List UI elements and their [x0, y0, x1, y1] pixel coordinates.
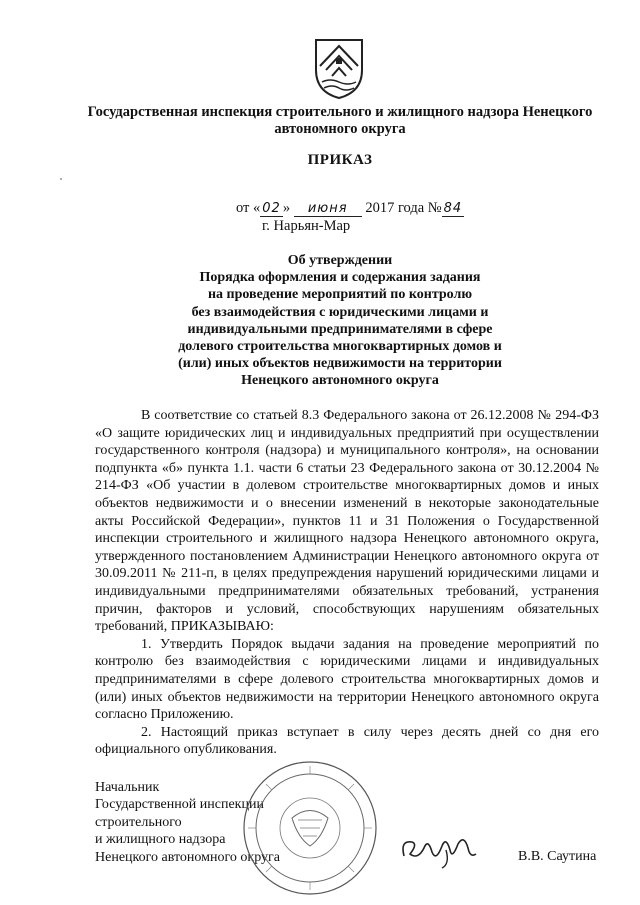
- organization-name: Государственная инспекция строительного и жилищного надзора Ненецкого автономного округа: [87, 104, 593, 137]
- order-item-1: 1. Утвердить Порядок выдачи задания на проведение мероприятий по контролю без взаимодействия с юридическими лицами и индивидуальных предпринимателями в сфере долевого строительства многоквартирных домов и (или) иных объектов недвижимости на территории Ненецкого автономного округа согласно Приложению.: [95, 636, 599, 723]
- title-line: долевого строительства многоквартирных домов и: [178, 339, 502, 355]
- signature-line: строительного: [95, 814, 182, 830]
- title-line: на проведение мероприятий по контролю: [207, 287, 473, 303]
- date-mid: »: [282, 200, 291, 216]
- order-date-line: [236, 200, 464, 217]
- handwritten-day: 02: [262, 201, 281, 216]
- date-prefix: от «: [236, 200, 261, 216]
- title-line: индивидуальными предпринимателями в сфере: [187, 321, 493, 337]
- title-line: (или) иных объектов недвижимости на территории: [178, 356, 502, 372]
- signature-line: Государственной инспекции: [95, 797, 264, 813]
- order-item-2: 2. Настоящий приказ вступает в силу через десять дней со дня его официального опубликования.: [95, 724, 599, 758]
- coat-of-arms-emblem: [312, 36, 366, 100]
- handwritten-number: 84: [443, 201, 463, 216]
- handwritten-month: июня: [294, 202, 362, 217]
- document-type: ПРИКАЗ: [307, 152, 373, 168]
- date-year: 2017 года №: [365, 200, 442, 216]
- signature-line: Начальник: [95, 780, 160, 795]
- handwritten-signature: [398, 830, 480, 870]
- title-line: Порядка оформления и содержания задания: [199, 270, 481, 286]
- title-line: Ненецкого автономного округа: [241, 373, 439, 389]
- place-of-issue: г. Нарьян-Мар: [262, 218, 351, 234]
- signature-line: Ненецкого автономного округа: [95, 849, 280, 865]
- preamble-paragraph: В соответствие со статьей 8.3 Федерального закона от 26.12.2008 № 294-ФЗ «О защите юридических лиц и индивидуальных предприятий при осуществлении государственного контроля (надзора) и муниципального контроля», на основании подпункта «б» пункта 1.1. части 6 статьи 23 Федерального закона от 30.12.2004 № 214-ФЗ «Об участии в долевом строительстве многоквартирных домов и иных объектов недвижимости и о внесении изменений в некоторые законодательные акты Российской Федерации», пунктов 11 и 31 Положения о Государственной инспекции строительного и жилищного надзора Ненецкого автономного округа, утвержденного постановлением Администрации Ненецкого автономного округа от 30.09.2011 № 211-п, в целях предупреждения нарушений юридическими лицами и индивидуальными предпринимателями обязательных требований, устранения причин, факторов и условий, способствующих нарушениям обязательных требований, ПРИКАЗЫВАЮ:: [95, 408, 599, 635]
- scan-speck: [60, 178, 62, 180]
- order-body: [95, 407, 599, 759]
- official-seal-stamp: [240, 758, 380, 898]
- signer-name: В.В. Саутина: [518, 849, 597, 864]
- title-line: Об утверждении: [287, 253, 393, 268]
- title-line: без взаимодействия с юридическими лицами и: [191, 304, 489, 320]
- order-title: [140, 252, 540, 390]
- signature-line: и жилищного надзора: [95, 832, 226, 848]
